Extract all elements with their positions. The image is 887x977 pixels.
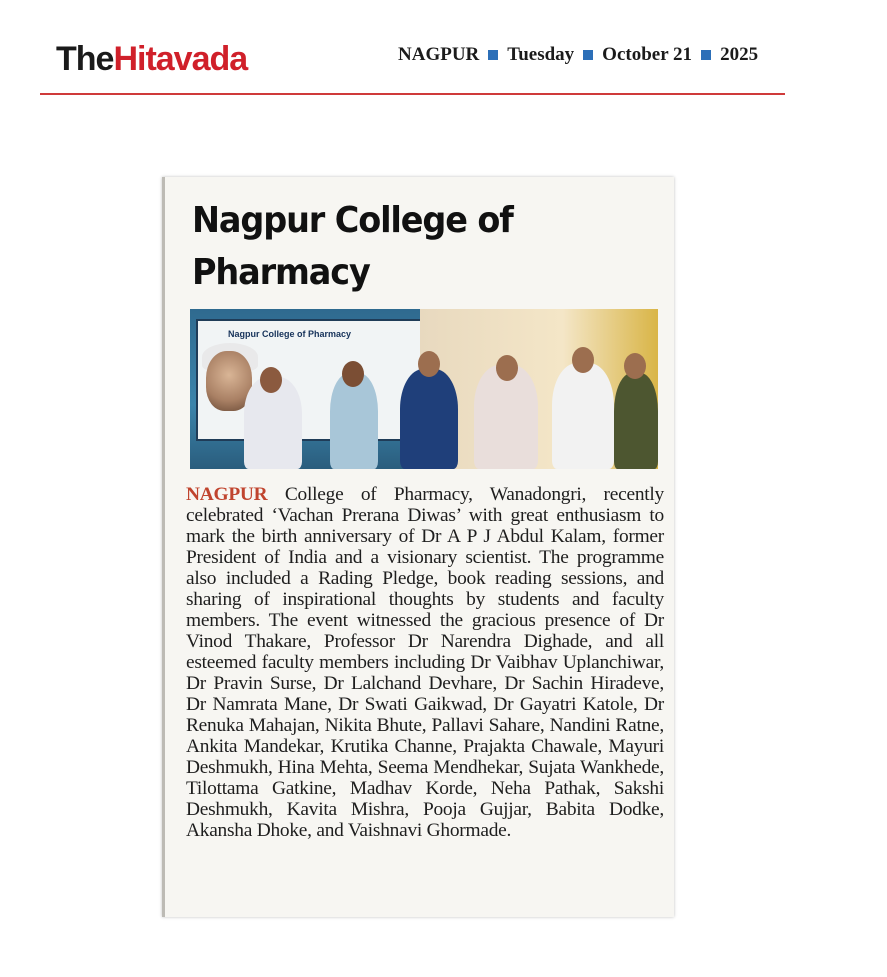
person-2	[330, 373, 378, 469]
person-5-head	[572, 347, 594, 373]
separator-square-icon	[583, 50, 593, 60]
newspaper-logo	[56, 40, 247, 79]
masthead-rule	[40, 93, 785, 95]
masthead	[40, 0, 785, 105]
person-5	[552, 363, 614, 469]
edition-dateline	[398, 44, 758, 66]
person-2-head	[342, 361, 364, 387]
event-photo	[190, 309, 658, 469]
person-6-head	[624, 353, 646, 379]
person-3-head	[418, 351, 440, 377]
article-dateline: NAGPUR	[186, 484, 268, 505]
edition-city: NAGPUR	[398, 44, 480, 65]
banner-title: Nagpur College of Pharmacy	[228, 329, 352, 339]
edition-date: October 21	[602, 44, 693, 65]
separator-square-icon	[488, 50, 498, 60]
person-6	[614, 373, 658, 469]
logo-part-hitavada: Hitavada	[113, 40, 248, 78]
edition-day: Tuesday	[507, 44, 575, 65]
headline-line-2: Pharmacy	[192, 252, 370, 293]
person-3	[400, 369, 458, 469]
article-headline	[192, 195, 629, 299]
headline-line-1: Nagpur College of	[192, 200, 513, 241]
person-4-head	[496, 355, 518, 381]
photo-banner	[196, 319, 422, 441]
person-1-head	[260, 367, 282, 393]
article-body	[186, 484, 664, 841]
edition-year: 2025	[720, 44, 759, 65]
news-clipping	[162, 177, 674, 917]
separator-square-icon	[701, 50, 711, 60]
article-body-text: College of Pharmacy, Wanadongri, recently celebrated ‘Vachan Prerana Diwas’ with great enthusiasm to mark the birth anniversary of Dr A P J Abdul Kalam, former President of India and a visionary scientist. The programme also included a Rading Pledge, book reading sessions, and sharing of inspirational thoughts by students and faculty members. The event witnessed the gracious presence of Dr Vinod Thakare, Professor Dr Narendra Dighade, and all esteemed faculty members including Dr Vaibhav Uplanchiwar, Dr Pravin Surse, Dr Lalchand Devhare, Dr Sachin Hiradeve, Dr Namrata Mane, Dr Swati Gaikwad, Dr Gayatri Katole, Dr Renuka Mahajan, Nikita Bhute, Pallavi Sahare, Nandini Ratne, Ankita Mandekar, Krutika Channe, Prajakta Chawale, Mayuri Deshmukh, Hina Mehta, Seema Mendhekar, Sujata Wankhede, Tilottama Gatkine, Madhav Korde, Neha Pathak, Sakshi Deshmukh, Kavita Mishra, Pooja Gujjar, Babita Dodke, Akansha Dhoke, and Vaishnavi Ghormade.	[186, 484, 664, 841]
clipping-edge	[162, 177, 165, 917]
logo-part-the: The	[56, 40, 114, 78]
